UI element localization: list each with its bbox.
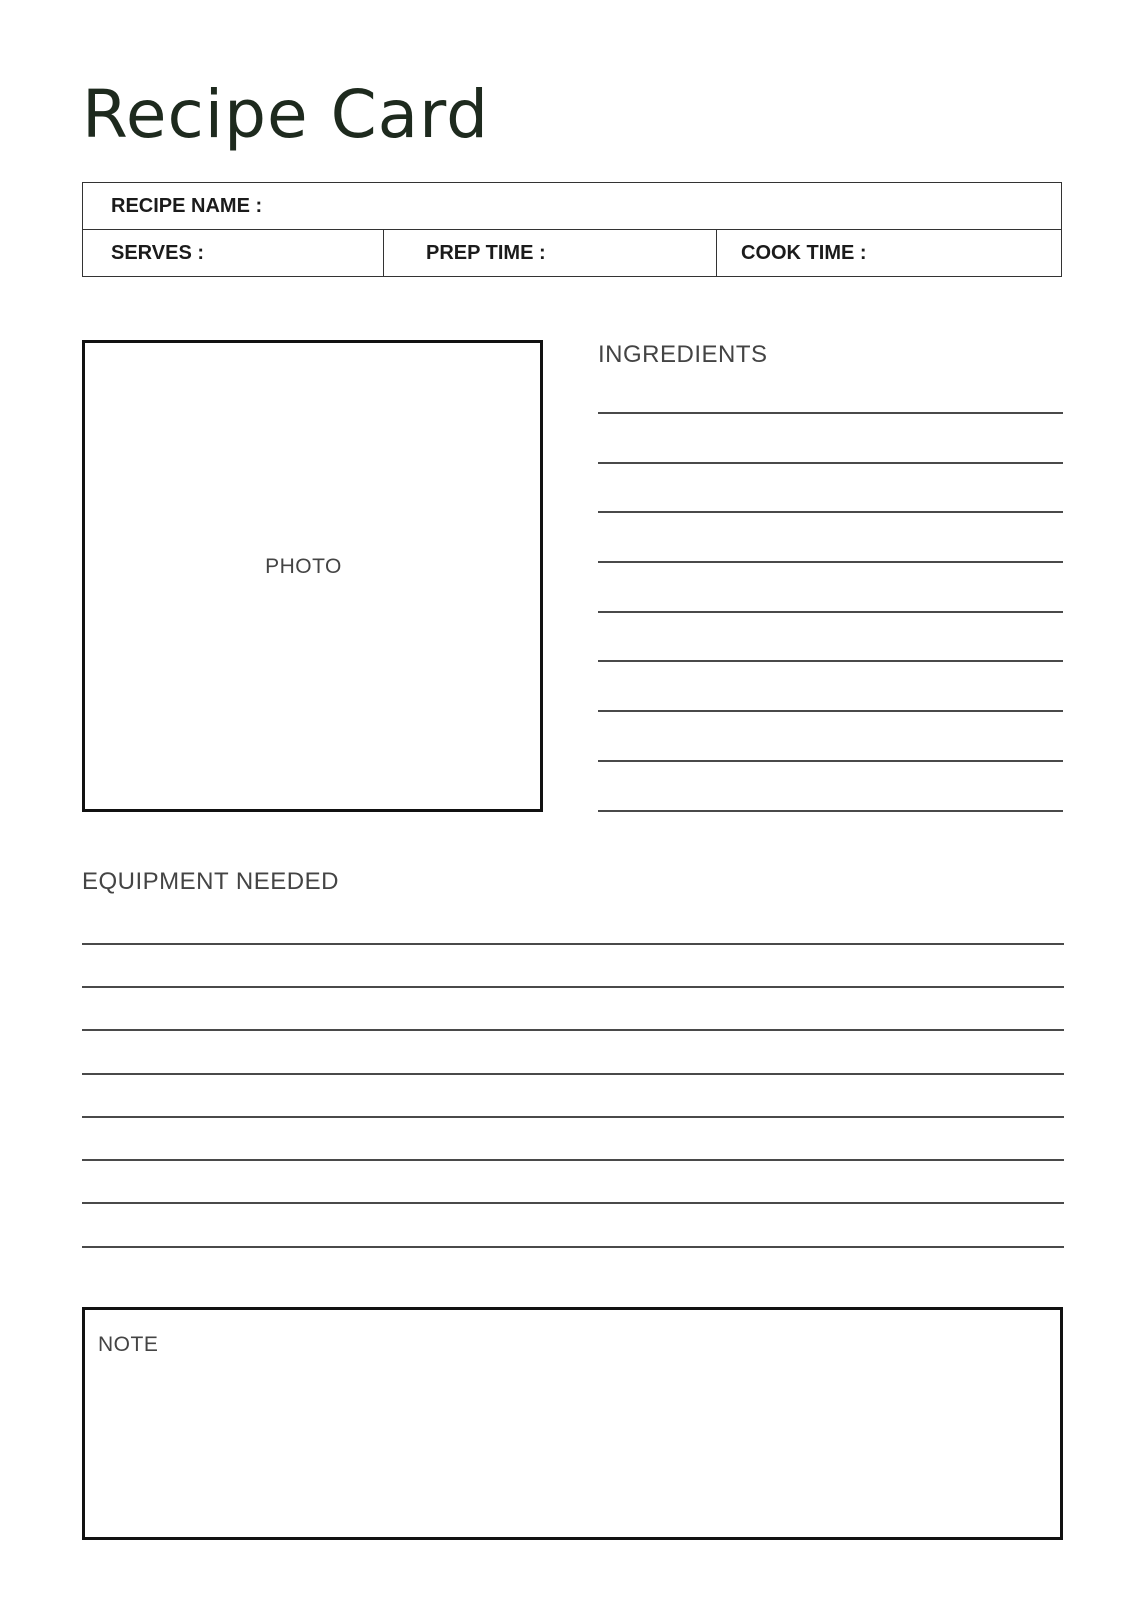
equipment-line[interactable] <box>82 1073 1064 1075</box>
note-label: NOTE <box>98 1333 159 1356</box>
photo-label: PHOTO <box>265 555 342 578</box>
equipment-line[interactable] <box>82 986 1064 988</box>
recipe-info-table <box>82 182 1062 277</box>
page-title: Recipe Card <box>82 76 489 153</box>
ingredient-line[interactable] <box>598 611 1063 613</box>
ingredient-line[interactable] <box>598 511 1063 513</box>
equipment-heading: EQUIPMENT NEEDED <box>82 868 339 895</box>
equipment-line[interactable] <box>82 1116 1064 1118</box>
equipment-line[interactable] <box>82 1159 1064 1161</box>
equipment-line[interactable] <box>82 943 1064 945</box>
equipment-line[interactable] <box>82 1246 1064 1248</box>
ingredient-line[interactable] <box>598 660 1063 662</box>
ingredient-line[interactable] <box>598 462 1063 464</box>
recipe-name-field[interactable]: RECIPE NAME : <box>111 194 263 217</box>
recipe-times-row <box>83 229 1061 276</box>
equipment-line[interactable] <box>82 1202 1064 1204</box>
prep-time-field[interactable]: PREP TIME : <box>384 230 717 276</box>
serves-field[interactable]: SERVES : <box>83 230 384 276</box>
ingredient-line[interactable] <box>598 810 1063 812</box>
photo-box[interactable] <box>82 340 543 812</box>
ingredient-line[interactable] <box>598 710 1063 712</box>
cook-time-field[interactable]: COOK TIME : <box>741 241 867 264</box>
ingredient-line[interactable] <box>598 561 1063 563</box>
ingredient-line[interactable] <box>598 412 1063 414</box>
ingredients-heading: INGREDIENTS <box>598 341 768 368</box>
note-box[interactable] <box>82 1307 1063 1540</box>
ingredient-line[interactable] <box>598 760 1063 762</box>
recipe-name-row <box>83 183 1061 229</box>
equipment-line[interactable] <box>82 1029 1064 1031</box>
